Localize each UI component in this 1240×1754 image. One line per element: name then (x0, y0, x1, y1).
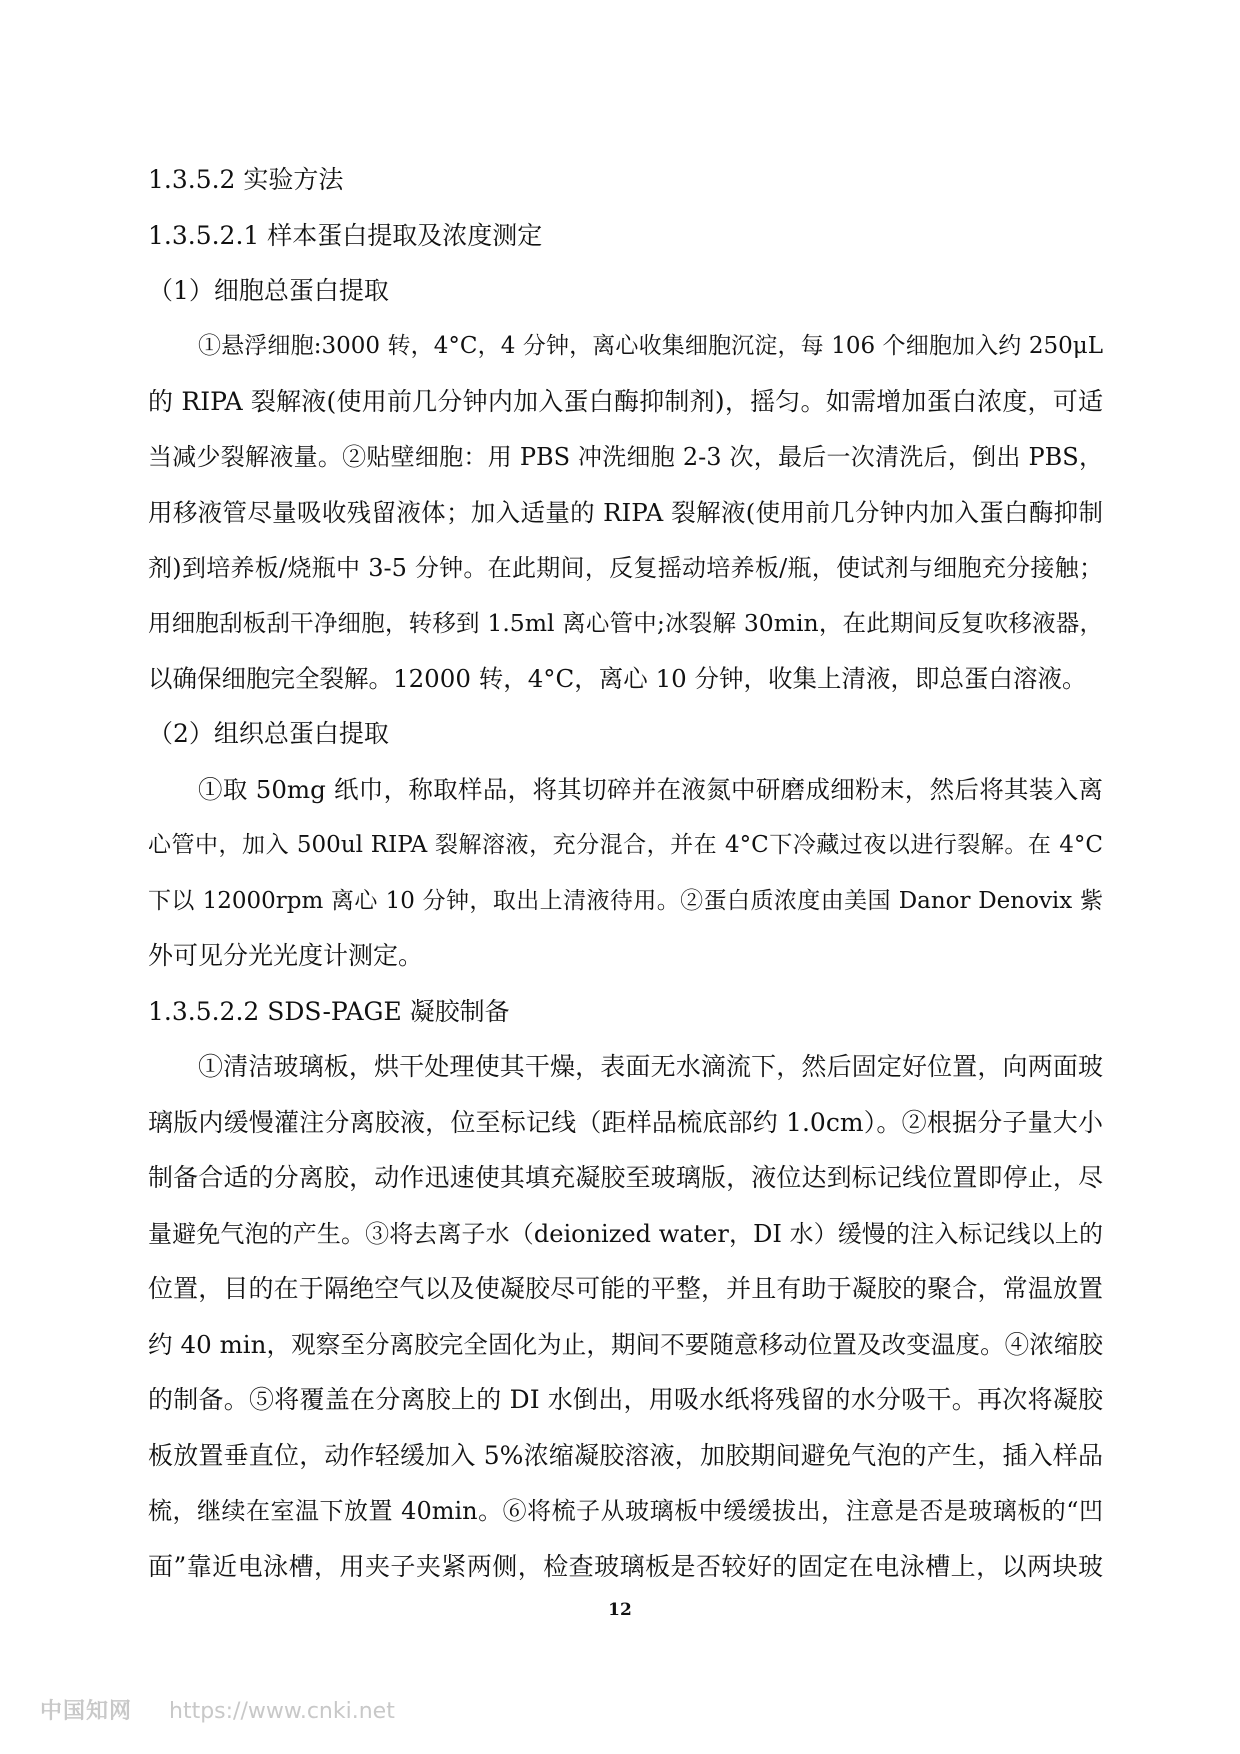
watermark (40, 1694, 395, 1725)
paragraph-line: 板放置垂直位，动作轻缓加入 5%浓缩凝胶溶液，加胶期间避免气泡的产生，插入样品 (148, 1441, 1103, 1470)
paragraph-line: 的 RIPA 裂解液(使用前几分钟内加入蛋白酶抑制剂)，摇匀。如需增加蛋白浓度，可适 (148, 387, 1103, 416)
paragraph-line: 以确保细胞完全裂解。12000 转，4°C，离心 10 分钟，收集上清液，即总蛋白溶液。 (148, 664, 1087, 693)
paragraph-line: ①悬浮细胞:3000 转，4°C，4 分钟，离心收集细胞沉淀，每 106 个细胞加入约 250μL (198, 333, 1103, 359)
paragraph-line: 制备合适的分离胶，动作迅速使其填充凝胶至玻璃版，液位达到标记线位置即停止，尽 (148, 1163, 1103, 1192)
paragraph-line: 心管中，加入 500ul RIPA 裂解溶液，充分混合，并在 4°C下冷藏过夜以进行裂解。在 4°C (148, 832, 1103, 858)
paragraph-line: 量避免气泡的产生。③将去离子水（deionized water，DI 水）缓慢的注入标记线以上的 (148, 1220, 1103, 1248)
watermark-url: https://www.cnki.net (169, 1699, 395, 1724)
paragraph-line: 剂)到培养板/烧瓶中 3-5 分钟。在此期间，反复摇动培养板/瓶，使试剂与细胞充分接触； (148, 554, 1103, 582)
paragraph-line: 用细胞刮板刮干净细胞，转移到 1.5ml 离心管中;冰裂解 30min，在此期间反复吹移液器， (148, 609, 1103, 637)
paragraph-line: 下以 12000rpm 离心 10 分钟，取出上清液待用。②蛋白质浓度由美国 Danor Denovix 紫 (148, 888, 1103, 914)
item-heading: （1）细胞总蛋白提取 (148, 276, 389, 305)
paragraph-line: 位置，目的在于隔绝空气以及使凝胶尽可能的平整，并且有助于凝胶的聚合，常温放置 (148, 1274, 1103, 1303)
subsection-heading: 1.3.5.2.2 SDS-PAGE 凝胶制备 (148, 997, 510, 1026)
paragraph-line: 用移液管尽量吸收残留液体；加入适量的 RIPA 裂解液(使用前几分钟内加入蛋白酶抑制 (148, 498, 1103, 527)
paragraph-line: ①清洁玻璃板，烘干处理使其干燥，表面无水滴流下，然后固定好位置，向两面玻 (198, 1052, 1103, 1081)
paragraph-line: 当减少裂解液量。②贴壁细胞：用 PBS 冲洗细胞 2-3 次，最后一次清洗后，倒出 PBS， (148, 443, 1103, 471)
paragraph-line: ①取 50mg 纸巾，称取样品，将其切碎并在液氮中研磨成细粉末，然后将其装入离 (198, 775, 1103, 804)
paragraph-line: 梳，继续在室温下放置 40min。⑥将梳子从玻璃板中缓缓拔出，注意是否是玻璃板的“凹 (148, 1497, 1103, 1525)
item-heading: （2）组织总蛋白提取 (148, 719, 389, 748)
paragraph-line: 的制备。⑤将覆盖在分离胶上的 DI 水倒出，用吸水纸将残留的水分吸干。再次将凝胶 (148, 1385, 1103, 1414)
paragraph-line: 璃版内缓慢灌注分离胶液，位至标记线（距样品梳底部约 1.0cm）。②根据分子量大小 (148, 1108, 1103, 1137)
paragraph-line: 面”靠近电泳槽，用夹子夹紧两侧，检查玻璃板是否较好的固定在电泳槽上，以两块玻 (148, 1552, 1103, 1581)
watermark-brand: 中国知网 (40, 1699, 133, 1724)
section-heading: 1.3.5.2 实验方法 (148, 165, 344, 194)
page-number: 12 (608, 1600, 632, 1620)
paragraph-line: 外可见分光光度计测定。 (148, 941, 424, 970)
paragraph-line: 约 40 min，观察至分离胶完全固化为止，期间不要随意移动位置及改变温度。④浓缩胶 (148, 1330, 1103, 1359)
subsection-heading: 1.3.5.2.1 样本蛋白提取及浓度测定 (148, 221, 543, 250)
